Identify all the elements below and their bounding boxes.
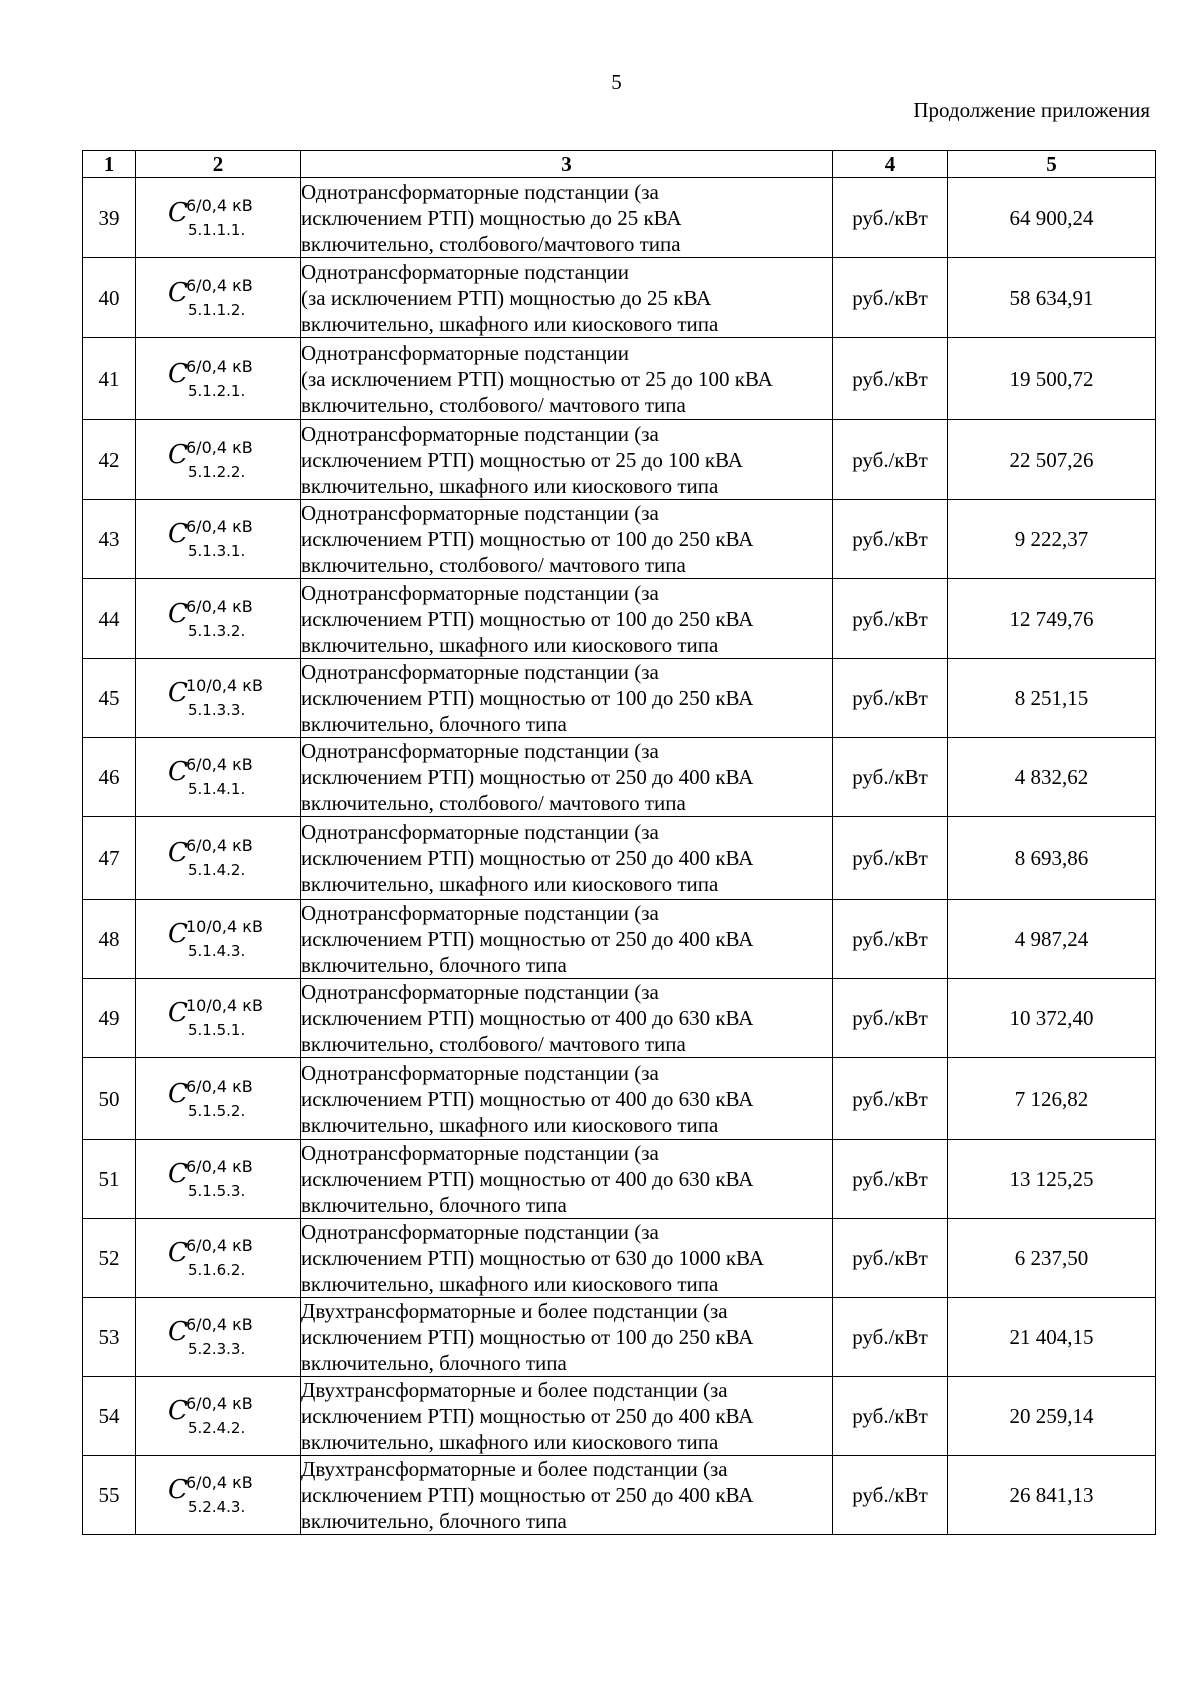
tariff-code-letter: C bbox=[168, 439, 188, 470]
tariff-index: 5.1.3.2. bbox=[188, 621, 246, 640]
rate-value: 9 222,37 bbox=[948, 500, 1156, 579]
rate-value: 22 507,26 bbox=[948, 420, 1156, 500]
description-line: включительно, шкафного или киоскового типа bbox=[301, 872, 719, 896]
tariff-code-symbol bbox=[168, 829, 268, 881]
description-line: Двухтрансформаторные и более подстанции (за bbox=[301, 1457, 728, 1481]
tariff-index: 5.1.5.2. bbox=[188, 1101, 246, 1120]
rate-value: 26 841,13 bbox=[948, 1456, 1156, 1535]
description-line: включительно, блочного типа bbox=[301, 712, 567, 736]
substation-description bbox=[301, 659, 833, 738]
voltage-class: 6/0,4 кВ bbox=[186, 1394, 253, 1413]
tariff-code bbox=[136, 979, 301, 1058]
rate-value: 20 259,14 bbox=[948, 1377, 1156, 1456]
description-line: Однотрансформаторные подстанции (за bbox=[301, 820, 659, 844]
description-line: включительно, блочного типа bbox=[301, 1351, 567, 1375]
row-number: 46 bbox=[83, 738, 136, 817]
tariff-code bbox=[136, 1140, 301, 1219]
row-number: 54 bbox=[83, 1377, 136, 1456]
rate-value: 8 693,86 bbox=[948, 817, 1156, 900]
substation-description bbox=[301, 338, 833, 420]
table-row bbox=[83, 979, 1156, 1058]
unit-of-measure: руб./кВт bbox=[833, 1058, 948, 1140]
table-row bbox=[83, 1219, 1156, 1298]
appendix-continuation-note: Продолжение приложения bbox=[913, 98, 1150, 122]
description-line: включительно, столбового/ мачтового типа bbox=[301, 553, 686, 577]
tariff-code bbox=[136, 1219, 301, 1298]
substation-description bbox=[301, 1456, 833, 1535]
description-line: Однотрансформаторные подстанции (за bbox=[301, 421, 659, 446]
unit-of-measure: руб./кВт bbox=[833, 420, 948, 500]
tariff-code-symbol bbox=[168, 1308, 268, 1360]
substation-description bbox=[301, 1298, 833, 1377]
table-row bbox=[83, 738, 1156, 817]
unit-of-measure: руб./кВт bbox=[833, 1219, 948, 1298]
table-row bbox=[83, 258, 1156, 338]
voltage-class: 6/0,4 кВ bbox=[186, 1473, 253, 1492]
description-line: включительно, шкафного или киоскового типа bbox=[301, 473, 719, 498]
substation-description bbox=[301, 500, 833, 579]
tariff-index: 5.2.3.3. bbox=[188, 1340, 246, 1358]
row-number: 41 bbox=[83, 338, 136, 420]
unit-of-measure: руб./кВт bbox=[833, 579, 948, 659]
column-header-1: 1 bbox=[83, 151, 136, 178]
substation-description bbox=[301, 1058, 833, 1140]
substation-description bbox=[301, 258, 833, 338]
description-line: исключением РТП) мощностью от 250 до 400 кВА bbox=[301, 1404, 754, 1428]
unit-of-measure: руб./кВт bbox=[833, 178, 948, 258]
substation-description bbox=[301, 579, 833, 659]
description-line: исключением РТП) мощностью от 400 до 630 кВА bbox=[301, 1167, 754, 1191]
description-line: исключением РТП) мощностью от 250 до 400 кВА bbox=[301, 846, 754, 870]
tariff-code-symbol bbox=[168, 350, 268, 402]
unit-of-measure: руб./кВт bbox=[833, 817, 948, 900]
tariff-code-letter: C bbox=[168, 838, 188, 868]
description-line: Однотрансформаторные подстанции (за bbox=[301, 901, 659, 925]
rate-value: 10 372,40 bbox=[948, 979, 1156, 1058]
tariff-code-letter: C bbox=[168, 598, 188, 629]
description-line: Однотрансформаторные подстанции bbox=[301, 259, 629, 284]
table-row bbox=[83, 420, 1156, 500]
description-line: включительно, шкафного или киоскового типа bbox=[301, 632, 719, 657]
description-line: Однотрансформаторные подстанции bbox=[301, 340, 629, 365]
rate-value: 64 900,24 bbox=[948, 178, 1156, 258]
description-line: включительно, столбового/мачтового типа bbox=[301, 231, 681, 256]
tariff-index: 5.1.3.1. bbox=[188, 542, 246, 560]
description-line: Однотрансформаторные подстанции (за bbox=[301, 1220, 659, 1244]
tariff-code bbox=[136, 338, 301, 420]
unit-of-measure: руб./кВт bbox=[833, 659, 948, 738]
tariff-index: 5.1.6.2. bbox=[188, 1261, 246, 1279]
description-line: включительно, шкафного или киоскового типа bbox=[301, 311, 719, 336]
tariff-code-symbol bbox=[168, 269, 268, 321]
row-number: 50 bbox=[83, 1058, 136, 1140]
tariff-code-symbol bbox=[168, 1229, 268, 1281]
row-number: 51 bbox=[83, 1140, 136, 1219]
tariff-code bbox=[136, 1456, 301, 1535]
table-row bbox=[83, 1456, 1156, 1535]
column-header-5: 5 bbox=[948, 151, 1156, 178]
row-number: 49 bbox=[83, 979, 136, 1058]
substation-description bbox=[301, 817, 833, 900]
tariff-code-letter: C bbox=[168, 757, 188, 787]
unit-of-measure: руб./кВт bbox=[833, 258, 948, 338]
column-header-2: 2 bbox=[136, 151, 301, 178]
description-line: исключением РТП) мощностью от 100 до 250 кВА bbox=[301, 527, 754, 551]
rate-value: 6 237,50 bbox=[948, 1219, 1156, 1298]
description-line: Двухтрансформаторные и более подстанции (за bbox=[301, 1299, 728, 1323]
tariff-code-symbol bbox=[168, 1466, 268, 1518]
row-number: 43 bbox=[83, 500, 136, 579]
description-line: включительно, шкафного или киоскового типа bbox=[301, 1430, 719, 1454]
description-line: включительно, блочного типа bbox=[301, 1509, 567, 1533]
tariff-code-letter: C bbox=[168, 919, 188, 949]
substation-description bbox=[301, 1140, 833, 1219]
tariff-code-letter: C bbox=[168, 1317, 188, 1347]
tariff-code-letter: C bbox=[168, 519, 188, 549]
tariff-code bbox=[136, 258, 301, 338]
tariff-index: 5.1.2.2. bbox=[188, 462, 246, 481]
description-line: исключением РТП) мощностью от 25 до 100 кВА bbox=[301, 447, 743, 472]
tariff-code-symbol bbox=[168, 510, 268, 562]
voltage-class: 6/0,4 кВ bbox=[186, 195, 253, 215]
description-line: включительно, столбового/ мачтового типа bbox=[301, 791, 686, 815]
tariff-code-symbol bbox=[168, 189, 268, 241]
row-number: 40 bbox=[83, 258, 136, 338]
voltage-class: 10/0,4 кВ bbox=[186, 917, 263, 936]
tariff-code bbox=[136, 1298, 301, 1377]
tariff-code-letter: C bbox=[168, 1238, 188, 1268]
tariff-code-symbol bbox=[168, 910, 268, 962]
tariff-code-symbol bbox=[168, 590, 268, 642]
tariff-code bbox=[136, 500, 301, 579]
description-line: Однотрансформаторные подстанции (за bbox=[301, 1060, 659, 1085]
row-number: 39 bbox=[83, 178, 136, 258]
row-number: 53 bbox=[83, 1298, 136, 1377]
description-line: включительно, блочного типа bbox=[301, 953, 567, 977]
substation-description bbox=[301, 738, 833, 817]
unit-of-measure: руб./кВт bbox=[833, 979, 948, 1058]
voltage-class: 6/0,4 кВ bbox=[186, 1157, 253, 1176]
tariff-code-letter: C bbox=[168, 358, 188, 389]
tariff-code bbox=[136, 900, 301, 979]
substation-description bbox=[301, 900, 833, 979]
description-line: включительно, блочного типа bbox=[301, 1193, 567, 1217]
tariff-index: 5.1.4.2. bbox=[188, 861, 246, 879]
tariff-code bbox=[136, 420, 301, 500]
description-line: исключением РТП) мощностью от 400 до 630 кВА bbox=[301, 1006, 754, 1030]
tariff-code bbox=[136, 579, 301, 659]
table-row bbox=[83, 1377, 1156, 1456]
voltage-class: 6/0,4 кВ bbox=[186, 517, 253, 536]
tariff-code-letter: C bbox=[168, 1475, 188, 1505]
tariff-index: 5.1.2.1. bbox=[188, 381, 246, 400]
tariff-index: 5.1.3.3. bbox=[188, 701, 246, 719]
description-line: исключением РТП) мощностью до 25 кВА bbox=[301, 205, 682, 230]
table-row bbox=[83, 1058, 1156, 1140]
tariff-index: 5.1.4.3. bbox=[188, 942, 246, 960]
tariff-code-symbol bbox=[168, 669, 268, 721]
tariff-code-symbol bbox=[168, 1150, 268, 1202]
substation-description bbox=[301, 979, 833, 1058]
voltage-class: 6/0,4 кВ bbox=[186, 437, 253, 457]
voltage-class: 6/0,4 кВ bbox=[186, 596, 253, 616]
table-header-row bbox=[83, 151, 1156, 178]
table-row bbox=[83, 338, 1156, 420]
description-line: исключением РТП) мощностью от 250 до 400 кВА bbox=[301, 927, 754, 951]
rate-value: 8 251,15 bbox=[948, 659, 1156, 738]
description-line: исключением РТП) мощностью от 630 до 1000 кВА bbox=[301, 1246, 764, 1270]
unit-of-measure: руб./кВт bbox=[833, 1298, 948, 1377]
unit-of-measure: руб./кВт bbox=[833, 1456, 948, 1535]
table-row bbox=[83, 1298, 1156, 1377]
description-line: Однотрансформаторные подстанции (за bbox=[301, 980, 659, 1004]
description-line: Однотрансформаторные подстанции (за bbox=[301, 179, 659, 204]
tariff-code bbox=[136, 178, 301, 258]
description-line: (за исключением РТП) мощностью до 25 кВА bbox=[301, 285, 712, 310]
voltage-class: 6/0,4 кВ bbox=[186, 1076, 253, 1096]
description-line: исключением РТП) мощностью от 100 до 250 кВА bbox=[301, 606, 754, 631]
voltage-class: 6/0,4 кВ bbox=[186, 356, 253, 376]
row-number: 45 bbox=[83, 659, 136, 738]
voltage-class: 6/0,4 кВ bbox=[186, 1315, 253, 1334]
tariff-code-letter: C bbox=[168, 678, 188, 708]
rate-value: 19 500,72 bbox=[948, 338, 1156, 420]
unit-of-measure: руб./кВт bbox=[833, 500, 948, 579]
row-number: 55 bbox=[83, 1456, 136, 1535]
tariff-index: 5.2.4.2. bbox=[188, 1419, 246, 1437]
unit-of-measure: руб./кВт bbox=[833, 1140, 948, 1219]
description-line: исключением РТП) мощностью от 250 до 400 кВА bbox=[301, 765, 754, 789]
table-row bbox=[83, 1140, 1156, 1219]
voltage-class: 6/0,4 кВ bbox=[186, 836, 253, 855]
rate-value: 7 126,82 bbox=[948, 1058, 1156, 1140]
unit-of-measure: руб./кВт bbox=[833, 738, 948, 817]
table-row bbox=[83, 579, 1156, 659]
voltage-class: 6/0,4 кВ bbox=[186, 1236, 253, 1255]
description-line: включительно, столбового/ мачтового типа bbox=[301, 1032, 686, 1056]
unit-of-measure: руб./кВт bbox=[833, 1377, 948, 1456]
row-number: 47 bbox=[83, 817, 136, 900]
tariff-table bbox=[82, 150, 1156, 1535]
tariff-code-letter: C bbox=[168, 197, 188, 228]
voltage-class: 10/0,4 кВ bbox=[186, 996, 263, 1015]
description-line: исключением РТП) мощностью от 250 до 400 кВА bbox=[301, 1483, 754, 1507]
rate-value: 4 832,62 bbox=[948, 738, 1156, 817]
description-line: (за исключением РТП) мощностью от 25 до 100 кВА bbox=[301, 366, 773, 391]
voltage-class: 6/0,4 кВ bbox=[186, 275, 253, 295]
tariff-code-letter: C bbox=[168, 1396, 188, 1426]
tariff-index: 5.1.5.3. bbox=[188, 1182, 246, 1200]
tariff-index: 5.2.4.3. bbox=[188, 1498, 246, 1516]
row-number: 42 bbox=[83, 420, 136, 500]
table-row bbox=[83, 500, 1156, 579]
description-line: Однотрансформаторные подстанции (за bbox=[301, 580, 659, 605]
unit-of-measure: руб./кВт bbox=[833, 338, 948, 420]
tariff-index: 5.1.4.1. bbox=[188, 780, 246, 798]
row-number: 44 bbox=[83, 579, 136, 659]
tariff-code bbox=[136, 1377, 301, 1456]
rate-value: 4 987,24 bbox=[948, 900, 1156, 979]
tariff-index: 5.1.5.1. bbox=[188, 1021, 246, 1039]
substation-description bbox=[301, 1377, 833, 1456]
tariff-code-letter: C bbox=[168, 1078, 188, 1109]
tariff-code bbox=[136, 1058, 301, 1140]
tariff-code bbox=[136, 817, 301, 900]
unit-of-measure: руб./кВт bbox=[833, 900, 948, 979]
tariff-code-symbol bbox=[168, 989, 268, 1041]
description-line: включительно, шкафного или киоскового типа bbox=[301, 1272, 719, 1296]
tariff-index: 5.1.1.2. bbox=[188, 300, 246, 319]
row-number: 48 bbox=[83, 900, 136, 979]
table-row bbox=[83, 659, 1156, 738]
tariff-code-symbol bbox=[168, 1070, 268, 1122]
rate-value: 58 634,91 bbox=[948, 258, 1156, 338]
tariff-code-letter: C bbox=[168, 277, 188, 308]
table-row bbox=[83, 178, 1156, 258]
tariff-code-symbol bbox=[168, 431, 268, 483]
description-line: Двухтрансформаторные и более подстанции (за bbox=[301, 1378, 728, 1402]
tariff-index: 5.1.1.1. bbox=[188, 220, 246, 239]
description-line: исключением РТП) мощностью от 400 до 630 кВА bbox=[301, 1086, 754, 1111]
description-line: Однотрансформаторные подстанции (за bbox=[301, 501, 659, 525]
voltage-class: 10/0,4 кВ bbox=[186, 676, 263, 695]
tariff-code bbox=[136, 738, 301, 817]
column-header-3: 3 bbox=[301, 151, 833, 178]
description-line: исключением РТП) мощностью от 100 до 250 кВА bbox=[301, 686, 754, 710]
tariff-code bbox=[136, 659, 301, 738]
description-line: Однотрансформаторные подстанции (за bbox=[301, 660, 659, 684]
description-line: Однотрансформаторные подстанции (за bbox=[301, 739, 659, 763]
substation-description bbox=[301, 420, 833, 500]
tariff-code-symbol bbox=[168, 748, 268, 800]
rate-value: 12 749,76 bbox=[948, 579, 1156, 659]
row-number: 52 bbox=[83, 1219, 136, 1298]
substation-description bbox=[301, 1219, 833, 1298]
tariff-code-symbol bbox=[168, 1387, 268, 1439]
tariff-code-letter: C bbox=[168, 1159, 188, 1189]
description-line: включительно, шкафного или киоскового типа bbox=[301, 1112, 719, 1137]
description-line: включительно, столбового/ мачтового типа bbox=[301, 392, 686, 417]
table-body bbox=[83, 178, 1156, 1535]
substation-description bbox=[301, 178, 833, 258]
description-line: исключением РТП) мощностью от 100 до 250 кВА bbox=[301, 1325, 754, 1349]
voltage-class: 6/0,4 кВ bbox=[186, 755, 253, 774]
rate-value: 13 125,25 bbox=[948, 1140, 1156, 1219]
description-line: Однотрансформаторные подстанции (за bbox=[301, 1141, 659, 1165]
rate-value: 21 404,15 bbox=[948, 1298, 1156, 1377]
tariff-code-letter: C bbox=[168, 998, 188, 1028]
column-header-4: 4 bbox=[833, 151, 948, 178]
table-row bbox=[83, 900, 1156, 979]
page-number: 5 bbox=[611, 70, 622, 94]
table-row bbox=[83, 817, 1156, 900]
